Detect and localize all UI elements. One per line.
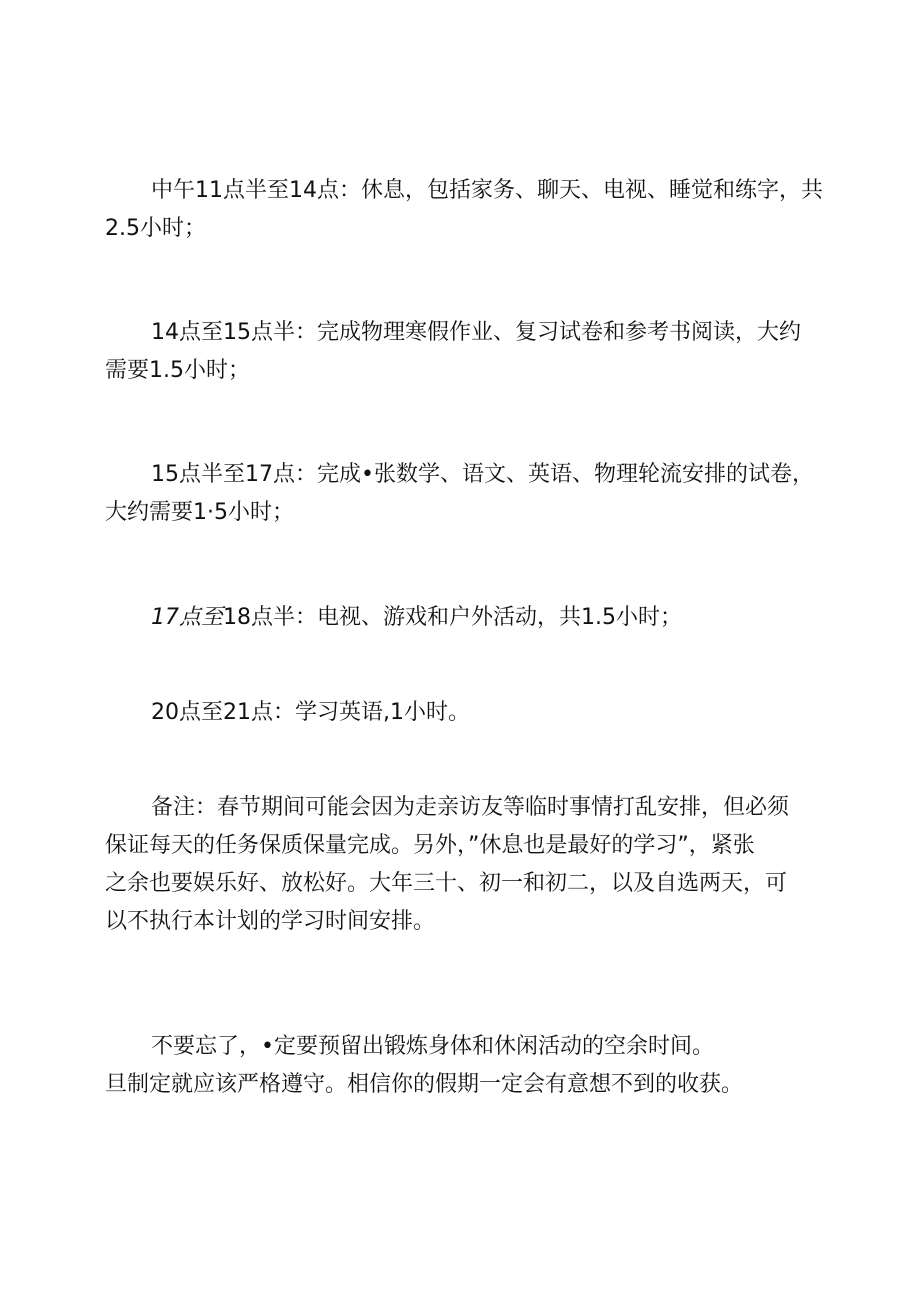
paragraph-leisure: [105, 599, 817, 637]
paragraph-line: 大约需要1·5小时；: [105, 500, 294, 525]
italic-time-prefix: 17点至: [151, 605, 223, 630]
paragraph-line: 14点至15点半：完成物理寒假作业、复习试卷和参考书阅读，大约: [151, 320, 801, 345]
paragraph-line: 需要1.5小时；: [105, 358, 250, 383]
paragraph-line: 2.5小时；: [105, 216, 206, 241]
paragraph-line: 以不执行本计划的学习时间安排。: [105, 909, 436, 934]
paragraph-line: 保证每天的任务保质保量完成。另外，”休息也是最好的学习”，紧张: [105, 833, 755, 858]
paragraph-line: [105, 599, 817, 637]
paragraph-line: 中午11点半至14点：休息，包括家务、聊天、电视、睡觉和练字，共: [151, 178, 823, 203]
paragraph-test-papers: [105, 456, 817, 532]
paragraph-physics-study: [105, 314, 817, 390]
paragraph-noon-rest: [105, 172, 823, 248]
paragraph-line: 之余也要娱乐好、放松好。大年三十、初一和初二，以及自选两天，可: [105, 871, 788, 896]
paragraph-conclusion: [105, 1028, 817, 1104]
paragraph-line: 20点至21点：学习英语,1小时。: [151, 700, 470, 725]
paragraph-line: 不要忘了，•定要预留出锻炼身体和休闲活动的空余时间。: [151, 1034, 714, 1059]
paragraph-line-rest: 18点半：电视、游戏和户外活动，共1.5小时；: [223, 605, 682, 630]
paragraph-line: 备注：春节期间可能会因为走亲访友等临时事情打乱安排，但必须: [151, 795, 790, 820]
paragraph-line: 旦制定就应该严格遵守。相信你的假期一定会有意想不到的收获。: [105, 1072, 744, 1097]
paragraph-remarks: [105, 789, 817, 941]
paragraph-line: 15点半至17点：完成•张数学、语文、英语、物理轮流安排的试卷，: [151, 462, 814, 487]
paragraph-english: [105, 694, 817, 732]
